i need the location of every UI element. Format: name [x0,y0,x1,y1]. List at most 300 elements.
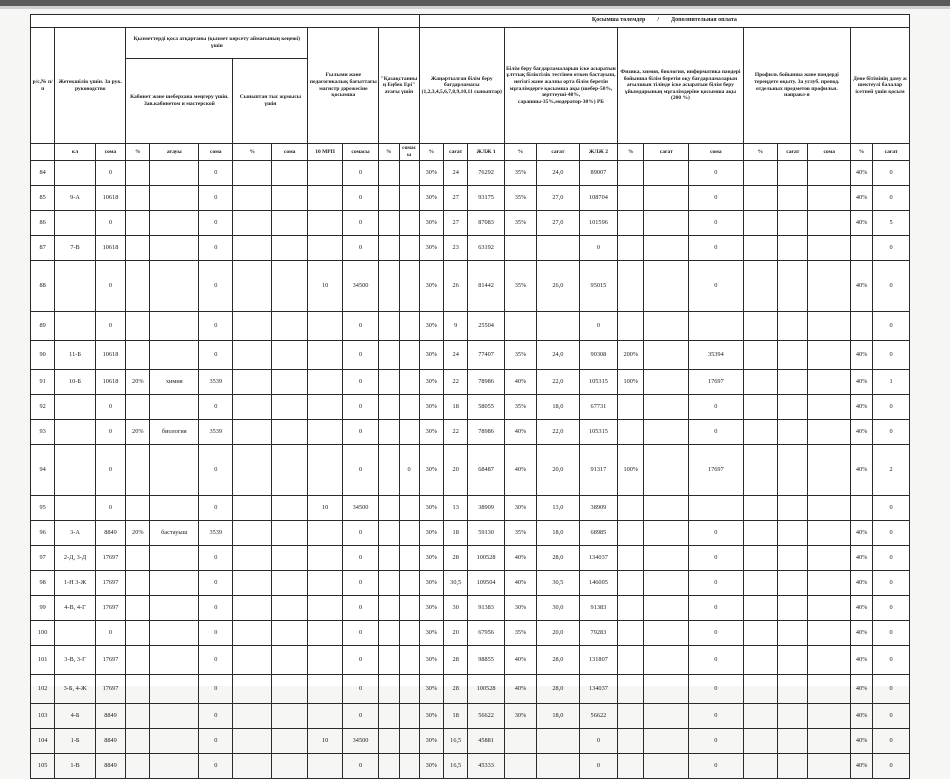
qual-pct-cell [504,729,536,754]
updated-hours-cell: 16,5 [444,729,468,754]
sci-sum-cell: 0 [689,675,744,704]
updated-pct-cell: 30% [419,704,443,729]
sci-hours-cell [644,571,689,596]
updated-hours-cell: 27 [444,211,468,236]
sci-pct-cell [618,596,644,621]
cabinet-pct-cell [126,341,150,370]
sci-sum-cell: 17697 [689,370,744,395]
class-name-cell [55,420,96,445]
cabinet-pct-cell [126,395,150,420]
mrp-sum-cell: 0 [342,420,378,445]
profile-hours-cell [778,754,808,779]
dev-pct-cell: 40% [851,186,873,211]
updated-pct-cell: 30% [419,211,443,236]
qual-zhlzh2-cell: 90308 [579,341,617,370]
outside-sum-cell [271,546,307,571]
qual-pct-cell: 40% [504,571,536,596]
eibek-pct-cell [379,571,399,596]
sci-pct-cell [618,236,644,261]
dev-pct-cell: 40% [851,445,873,496]
dev-hours-cell: 0 [873,341,910,370]
profile-hours-cell [778,546,808,571]
updated-zhlzh1-cell: 87083 [468,211,504,236]
header-incomplete-line-3: ісетпей үшін қосым [855,88,905,95]
guidance-sum-cell: 0 [95,395,125,420]
profile-sum-cell [808,312,851,341]
updated-pct-cell: 30% [419,236,443,261]
table-row [31,646,910,675]
mrp-count-cell: 10 [308,496,342,521]
mrp-count-cell [308,646,342,675]
updated-hours-cell: 13 [444,496,468,521]
col-soma: сома [271,144,307,161]
class-name-cell: 3-Б, 4-Ж [55,675,96,704]
outside-pct-cell [233,596,271,621]
cabinet-pct-cell [126,754,150,779]
guidance-sum-cell: 17697 [95,596,125,621]
sci-sum-cell [689,312,744,341]
sci-sum-cell: 0 [689,546,744,571]
profile-pct-cell [743,521,777,546]
outside-pct-cell [233,395,271,420]
profile-sum-cell [808,395,851,420]
row-number-cell: 99 [31,596,55,621]
mrp-count-cell [308,186,342,211]
sci-hours-cell [644,370,689,395]
cabinet-sum-cell: 3539 [199,370,233,395]
sci-sum-cell: 35394 [689,341,744,370]
sci-pct-cell [618,729,644,754]
updated-zhlzh1-cell: 81442 [468,261,504,312]
col-atauy: атауы [150,144,199,161]
row-number-cell: 102 [31,675,55,704]
guidance-sum-cell: 17697 [95,646,125,675]
eibek-sum-cell [399,754,419,779]
profile-sum-cell [808,211,851,236]
qual-zhlzh2-cell: 0 [579,754,617,779]
header-incomplete-line-1: Дене бітімінің даму ж [853,75,907,82]
updated-pct-cell: 30% [419,754,443,779]
table-row [31,496,910,521]
banner-title-kz: Қосымша төлемдер [591,17,646,24]
mrp-sum-cell: 34500 [342,496,378,521]
eibek-pct-cell [379,341,399,370]
qual-pct-cell: 40% [504,420,536,445]
sci-hours-cell [644,596,689,621]
qual-zhlzh2-cell: 0 [579,729,617,754]
qual-zhlzh2-cell: 101596 [579,211,617,236]
cabinet-pct-cell [126,729,150,754]
cabinet-pct-cell [126,496,150,521]
cabinet-name-cell [150,261,199,312]
row-number-cell: 90 [31,341,55,370]
qual-pct-cell: 35% [504,395,536,420]
payroll-table [30,14,910,779]
profile-pct-cell [743,496,777,521]
class-name-cell: 2-Д, 3-Д [55,546,96,571]
eibek-pct-cell [379,420,399,445]
dev-pct-cell: 40% [851,754,873,779]
updated-zhlzh1-cell: 100528 [468,675,504,704]
sci-sum-cell: 17697 [689,445,744,496]
updated-zhlzh1-cell: 98855 [468,646,504,675]
eibek-pct-cell [379,496,399,521]
row-number-cell: 87 [31,236,55,261]
updated-pct-cell: 30% [419,675,443,704]
updated-pct-cell: 30% [419,729,443,754]
header-kazakhstan-eibek: "Қазақстанның Еңбек Ері" атағы үшін [379,28,420,144]
qual-pct-cell: 35% [504,186,536,211]
outside-pct-cell [233,496,271,521]
dev-hours-cell: 0 [873,646,910,675]
header-row-no: р/с,№ п/п [31,28,55,144]
sci-hours-cell [644,521,689,546]
cabinet-name-cell [150,236,199,261]
mrp-sum-cell: 0 [342,186,378,211]
sci-pct-cell [618,571,644,596]
guidance-sum-cell: 8849 [95,521,125,546]
profile-sum-cell [808,420,851,445]
profile-pct-cell [743,211,777,236]
banner-title-ru: Дополнительная оплата [671,17,737,24]
table-row [31,236,910,261]
profile-pct-cell [743,420,777,445]
eibek-pct-cell [379,646,399,675]
dev-pct-cell: 40% [851,341,873,370]
banner-row [31,15,910,28]
sci-hours-cell [644,704,689,729]
mrp-sum-cell: 0 [342,445,378,496]
mrp-count-cell [308,571,342,596]
updated-zhlzh1-cell: 78986 [468,420,504,445]
eibek-pct-cell [379,445,399,496]
scan-shadow [0,6,950,9]
class-name-cell: 11-Б [55,341,96,370]
qual-zhlzh2-cell: 91383 [579,596,617,621]
updated-pct-cell: 30% [419,621,443,646]
sci-pct-cell: 100% [618,370,644,395]
mrp-count-cell [308,596,342,621]
updated-pct-cell: 30% [419,186,443,211]
profile-sum-cell [808,754,851,779]
profile-sum-cell [808,161,851,186]
qual-zhlzh2-cell: 95015 [579,261,617,312]
eibek-pct-cell [379,754,399,779]
dev-pct-cell: 40% [851,420,873,445]
qual-zhlzh2-cell: 108704 [579,186,617,211]
header-extra-duties: Қызметтерді қоса атқарғаны (қызмет көрсету аймағының кеңеюі) үшін [126,28,308,59]
sci-sum-cell: 0 [689,161,744,186]
dev-pct-cell: 40% [851,729,873,754]
qual-hours-cell: 30,5 [537,571,580,596]
dev-hours-cell: 0 [873,754,910,779]
table-row [31,186,910,211]
updated-hours-cell: 18 [444,521,468,546]
outside-pct-cell [233,341,271,370]
updated-hours-cell: 18 [444,395,468,420]
mrp-count-cell [308,395,342,420]
eibek-sum-cell [399,546,419,571]
eibek-sum-cell: 0 [399,445,419,496]
profile-sum-cell [808,596,851,621]
mrp-count-cell [308,370,342,395]
dev-pct-cell: 40% [851,211,873,236]
class-name-cell: 4-Б [55,704,96,729]
sci-hours-cell [644,729,689,754]
qual-hours-cell [537,312,580,341]
qual-pct-cell: 35% [504,521,536,546]
class-name-cell: 3-В, 3-Г [55,646,96,675]
class-name-cell [55,621,96,646]
eibek-sum-cell [399,571,419,596]
eibek-sum-cell [399,521,419,546]
qual-pct-cell: 35% [504,261,536,312]
table-row [31,704,910,729]
sci-pct-cell [618,395,644,420]
header-natural-sciences: Физика, химия, биология, информатика пәндері бойынша білім беретін оқу бағдарламаларын ағылшын тілінде іске асыратын білім беру ұйымдарының мұғалімдеріне қосымша ақы (200 %) [618,28,744,144]
sci-hours-cell [644,161,689,186]
cabinet-pct-cell [126,261,150,312]
cabinet-pct-cell [126,675,150,704]
sci-sum-cell: 0 [689,395,744,420]
outside-sum-cell [271,395,307,420]
guidance-sum-cell: 0 [95,312,125,341]
banner-separator: / [657,17,660,24]
profile-pct-cell [743,571,777,596]
updated-pct-cell: 30% [419,571,443,596]
eibek-pct-cell [379,161,399,186]
row-number-cell: 88 [31,261,55,312]
outside-sum-cell [271,704,307,729]
outside-pct-cell [233,521,271,546]
class-name-cell: 1-Б [55,729,96,754]
mrp-count-cell: 10 [308,261,342,312]
cabinet-name-cell [150,496,199,521]
profile-pct-cell [743,445,777,496]
mrp-sum-cell: 0 [342,646,378,675]
cabinet-sum-cell: 0 [199,186,233,211]
profile-pct-cell [743,186,777,211]
dev-hours-cell: 0 [873,236,910,261]
mrp-sum-cell: 0 [342,571,378,596]
qual-zhlzh2-cell: 0 [579,236,617,261]
row-number-cell: 95 [31,496,55,521]
dev-hours-cell: 0 [873,496,910,521]
updated-hours-cell: 20 [444,445,468,496]
profile-pct-cell [743,546,777,571]
outside-sum-cell [271,729,307,754]
qual-hours-cell: 24,0 [537,341,580,370]
cabinet-pct-cell: 20% [126,370,150,395]
qual-pct-cell: 40% [504,546,536,571]
sci-pct-cell [618,704,644,729]
outside-pct-cell [233,704,271,729]
sci-hours-cell [644,186,689,211]
sci-hours-cell [644,621,689,646]
header-incomplete-line-2: шектеулі балалар [857,82,903,89]
class-name-cell: 9-А [55,186,96,211]
profile-sum-cell [808,341,851,370]
col-pct: % [504,144,536,161]
mrp-sum-cell: 0 [342,754,378,779]
sci-pct-cell [618,211,644,236]
sci-pct-cell [618,186,644,211]
mrp-count-cell [308,445,342,496]
outside-pct-cell [233,571,271,596]
profile-sum-cell [808,729,851,754]
table-row [31,445,910,496]
profile-pct-cell [743,261,777,312]
mrp-count-cell [308,341,342,370]
updated-pct-cell: 30% [419,341,443,370]
dev-hours-cell: 0 [873,546,910,571]
updated-zhlzh1-cell: 68487 [468,445,504,496]
outside-sum-cell [271,420,307,445]
group-header-row [31,28,910,59]
dev-pct-cell: 40% [851,370,873,395]
qual-hours-cell: 18,0 [537,395,580,420]
profile-hours-cell [778,675,808,704]
updated-zhlzh1-cell: 77407 [468,341,504,370]
profile-pct-cell [743,312,777,341]
cabinet-name-cell [150,445,199,496]
col-pct: % [419,144,443,161]
profile-hours-cell [778,211,808,236]
sci-pct-cell [618,621,644,646]
qual-zhlzh2-cell: 68985 [579,521,617,546]
cabinet-pct-cell [126,546,150,571]
updated-pct-cell: 30% [419,420,443,445]
outside-pct-cell [233,621,271,646]
cabinet-pct-cell: 20% [126,420,150,445]
col-sagat: сағат [873,144,910,161]
col-soma: сома [689,144,744,161]
mrp-count-cell [308,621,342,646]
cabinet-name-cell [150,312,199,341]
profile-pct-cell [743,370,777,395]
sci-pct-cell [618,675,644,704]
dev-hours-cell: 0 [873,312,910,341]
dev-pct-cell: 40% [851,571,873,596]
sci-hours-cell [644,211,689,236]
dev-hours-cell: 0 [873,420,910,445]
updated-zhlzh1-cell: 58055 [468,395,504,420]
guidance-sum-cell: 8849 [95,704,125,729]
qual-zhlzh2-cell: 0 [579,312,617,341]
eibek-pct-cell [379,236,399,261]
outside-sum-cell [271,261,307,312]
qual-pct-cell: 40% [504,445,536,496]
profile-hours-cell [778,261,808,312]
updated-hours-cell: 23 [444,236,468,261]
outside-sum-cell [271,571,307,596]
col-pct: % [851,144,873,161]
qual-pct-cell: 30% [504,496,536,521]
sci-sum-cell: 0 [689,420,744,445]
dev-pct-cell: 40% [851,395,873,420]
eibek-pct-cell [379,312,399,341]
qual-hours-cell: 28,0 [537,646,580,675]
outside-pct-cell [233,161,271,186]
updated-pct-cell: 30% [419,646,443,675]
banner-cell [419,15,909,28]
sci-sum-cell: 0 [689,754,744,779]
mrp-count-cell [308,675,342,704]
sci-sum-cell: 0 [689,596,744,621]
sci-hours-cell [644,312,689,341]
outside-pct-cell [233,261,271,312]
sci-hours-cell [644,420,689,445]
table-row [31,261,910,312]
col-10-mrp: 10 МРП [308,144,342,161]
sci-pct-cell [618,521,644,546]
updated-hours-cell: 18 [444,704,468,729]
sci-hours-cell [644,445,689,496]
guidance-sum-cell: 0 [95,211,125,236]
eibek-pct-cell [379,546,399,571]
updated-zhlzh1-cell: 45881 [468,729,504,754]
class-name-cell: 7-В [55,236,96,261]
mrp-sum-cell: 0 [342,596,378,621]
cabinet-name-cell [150,754,199,779]
dev-hours-cell: 2 [873,445,910,496]
qual-zhlzh2-cell: 67731 [579,395,617,420]
row-number-cell: 105 [31,754,55,779]
row-number-cell: 92 [31,395,55,420]
outside-pct-cell [233,445,271,496]
cabinet-name-cell [150,395,199,420]
sci-hours-cell [644,546,689,571]
updated-hours-cell: 22 [444,420,468,445]
eibek-sum-cell [399,646,419,675]
eibek-pct-cell [379,621,399,646]
dev-pct-cell: 40% [851,596,873,621]
eibek-sum-cell [399,161,419,186]
cabinet-pct-cell [126,646,150,675]
dev-pct-cell: 40% [851,621,873,646]
cabinet-name-cell [150,704,199,729]
outside-sum-cell [271,161,307,186]
col-sagat: сағат [537,144,580,161]
qual-zhlzh2-cell: 38909 [579,496,617,521]
outside-sum-cell [271,370,307,395]
sci-pct-cell [618,261,644,312]
dev-pct-cell [851,312,873,341]
profile-pct-cell [743,675,777,704]
sci-pct-cell [618,546,644,571]
guidance-sum-cell: 0 [95,261,125,312]
mrp-sum-cell: 0 [342,675,378,704]
cabinet-sum-cell: 0 [199,395,233,420]
profile-sum-cell [808,445,851,496]
qual-hours-cell [537,754,580,779]
profile-sum-cell [808,496,851,521]
table-row [31,312,910,341]
updated-hours-cell: 20 [444,621,468,646]
col-somasy: сомасы [399,144,419,161]
profile-hours-cell [778,420,808,445]
mrp-sum-cell: 0 [342,621,378,646]
mrp-count-cell [308,312,342,341]
eibek-sum-cell [399,420,419,445]
sci-sum-cell: 0 [689,211,744,236]
qual-zhlzh2-cell: 56622 [579,704,617,729]
cabinet-name-cell [150,646,199,675]
table-row [31,621,910,646]
eibek-pct-cell [379,261,399,312]
table-row [31,675,910,704]
sci-sum-cell: 0 [689,236,744,261]
